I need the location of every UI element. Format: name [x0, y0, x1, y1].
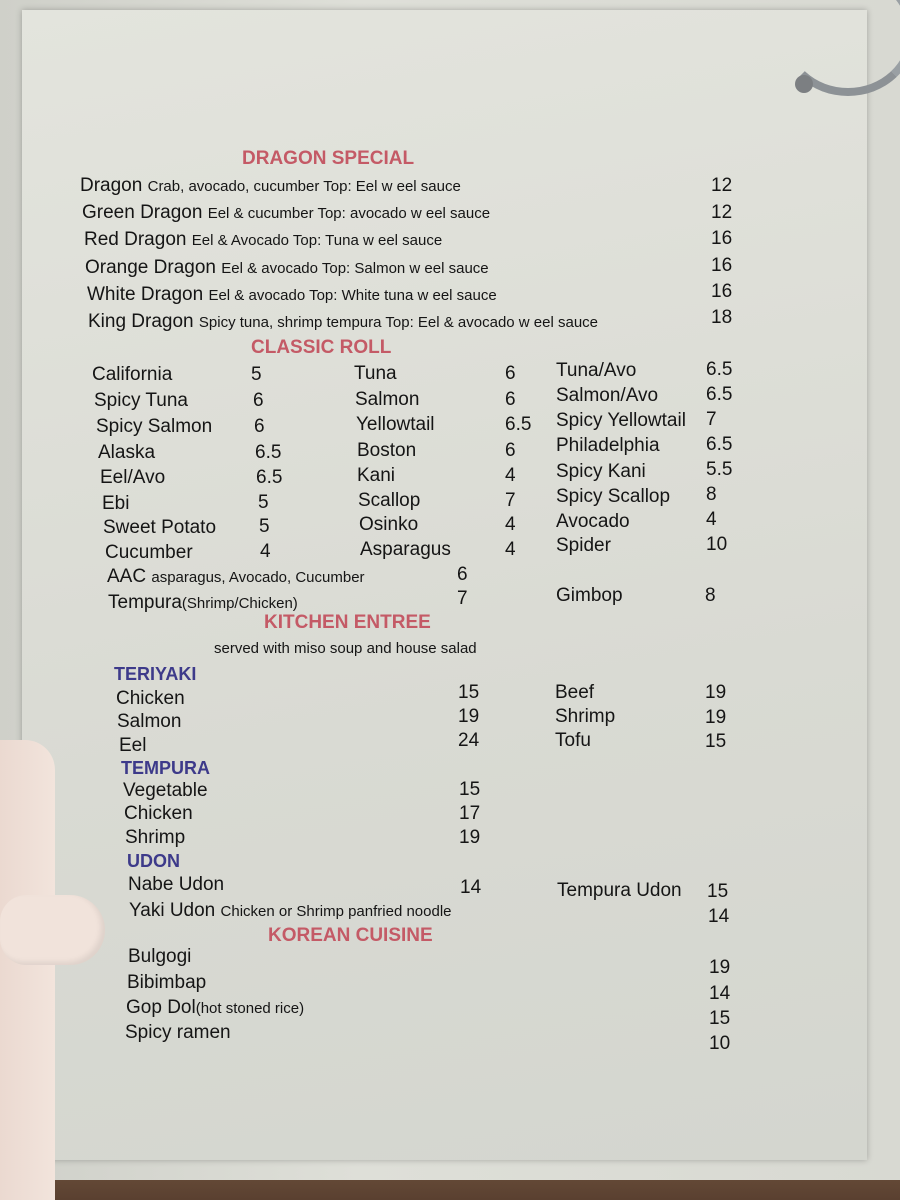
entree-name: Nabe Udon [128, 874, 225, 895]
item-desc: Eel & cucumber Top: avocado w eel sauce [207, 205, 491, 222]
roll-price: 5 [258, 492, 269, 513]
subsection-teriyaki: TERIYAKI [114, 664, 197, 684]
roll-price: 4 [260, 541, 271, 562]
entree-name: Yaki Udon [129, 900, 216, 921]
section-kitchen-entree: KITCHEN ENTREE [264, 612, 431, 633]
roll-price: 6.5 [706, 434, 733, 455]
roll-name: Spicy Yellowtail [556, 410, 686, 431]
roll-name: Tuna/Avo [556, 360, 637, 381]
roll-price: 6.5 [256, 467, 283, 488]
item-name: King Dragon [88, 311, 194, 332]
korean-price: 14 [709, 983, 731, 1004]
entree-name: Tofu [555, 730, 591, 751]
roll-price: 6 [254, 416, 265, 437]
roll-price: 7 [706, 409, 717, 430]
roll-name: Spicy Salmon [96, 416, 213, 437]
roll-name: Spicy Scallop [556, 486, 671, 507]
roll-desc: (Shrimp/Chicken) [181, 595, 298, 612]
roll-name: Boston [357, 440, 417, 461]
item-price: 16 [711, 228, 733, 249]
entree-name: Shrimp [555, 706, 616, 727]
roll-price: 6.5 [706, 384, 733, 405]
roll-name: Yellowtail [356, 414, 435, 435]
roll-price: 4 [706, 509, 717, 530]
section-korean-cuisine: KOREAN CUISINE [268, 925, 433, 946]
roll-price: 6.5 [255, 442, 282, 463]
subsection-udon: UDON [127, 851, 180, 871]
roll-price: 5.5 [706, 459, 733, 480]
entree-price: 15 [705, 731, 727, 752]
roll-price: 8 [705, 585, 716, 606]
item-name: Green Dragon [82, 202, 203, 223]
item-desc: Eel & avocado Top: Salmon w eel sauce [221, 260, 489, 277]
entree-name: Chicken [124, 803, 193, 824]
roll-name: Eel/Avo [100, 467, 166, 488]
entree-name: Vegetable [123, 780, 208, 801]
entree-price: 17 [459, 803, 481, 824]
korean-name: Bibimbap [127, 972, 207, 993]
roll-name: Cucumber [105, 542, 193, 563]
entree-name: Tempura Udon [557, 880, 682, 901]
entree-price: 19 [705, 682, 727, 703]
roll-name: Salmon [355, 389, 420, 410]
roll-price: 7 [457, 588, 468, 609]
roll-price: 7 [505, 490, 516, 511]
entree-price: 15 [459, 779, 481, 800]
roll-name: Salmon/Avo [556, 385, 659, 406]
roll-price: 4 [505, 465, 516, 486]
roll-price: 8 [706, 484, 717, 505]
roll-price: 6 [457, 564, 468, 585]
dragon-item [88, 311, 598, 334]
roll-name: Tempura [108, 592, 182, 613]
roll-name: AAC [107, 566, 147, 587]
roll-name: Avocado [556, 511, 630, 532]
dragon-item [85, 257, 489, 280]
section-dragon-special: DRAGON SPECIAL [242, 148, 415, 169]
korean-gop-dol [126, 997, 304, 1020]
item-price: 16 [711, 255, 733, 276]
kitchen-note: served with miso soup and house salad [214, 640, 477, 657]
entree-price: 19 [458, 706, 480, 727]
korean-name: Bulgogi [128, 946, 192, 967]
item-name: Orange Dragon [85, 257, 216, 278]
roll-price: 6.5 [505, 414, 532, 435]
roll-name: Alaska [98, 442, 156, 463]
roll-price: 5 [251, 364, 262, 385]
roll-name: Kani [357, 465, 396, 486]
section-classic-roll: CLASSIC ROLL [251, 337, 392, 358]
item-desc: Spicy tuna, shrimp tempura Top: Eel & avocado w eel sauce [198, 314, 599, 331]
roll-name: Osinko [359, 514, 419, 535]
roll-name: Asparagus [360, 539, 451, 560]
roll-price: 6 [505, 389, 516, 410]
roll-price: 6 [505, 440, 516, 461]
item-price: 18 [711, 307, 733, 328]
roll-name: Gimbop [556, 585, 623, 606]
item-price: 16 [711, 281, 733, 302]
entree-name: Salmon [117, 711, 182, 732]
dragon-item [80, 175, 461, 198]
item-desc: Crab, avocado, cucumber Top: Eel w eel sauce [147, 178, 461, 195]
entree-price: 15 [458, 682, 480, 703]
roll-name: Spicy Kani [556, 461, 646, 482]
roll-name: Spicy Tuna [94, 390, 188, 411]
dragon-item [87, 284, 497, 307]
hand-holding-menu [0, 740, 55, 1200]
korean-name: Spicy ramen [125, 1022, 231, 1043]
roll-name: Tuna [354, 363, 397, 384]
roll-desc: asparagus, Avocado, Cucumber [151, 569, 365, 586]
entree-yaki-udon [129, 900, 452, 923]
entree-name: Chicken [116, 688, 185, 709]
roll-name: California [92, 364, 173, 385]
dragon-item [84, 229, 442, 252]
korean-name: Gop Dol [126, 997, 196, 1018]
roll-name: Philadelphia [556, 435, 660, 456]
roll-price: 6 [505, 363, 516, 384]
entree-price: 14 [460, 877, 482, 898]
roll-price: 6.5 [706, 359, 733, 380]
subsection-tempura: TEMPURA [121, 758, 210, 778]
item-desc: Eel & Avocado Top: Tuna w eel sauce [191, 232, 443, 249]
item-name: Dragon [80, 175, 143, 196]
korean-desc: (hot stoned rice) [195, 1000, 305, 1017]
roll-name: Sweet Potato [103, 517, 217, 538]
item-price: 12 [711, 202, 733, 223]
korean-price: 19 [709, 957, 731, 978]
entree-desc: Chicken or Shrimp panfried noodle [220, 903, 452, 920]
roll-name: Ebi [102, 493, 130, 514]
item-name: White Dragon [87, 284, 204, 305]
roll-price: 4 [505, 514, 516, 535]
item-price: 12 [711, 175, 733, 196]
roll-price: 4 [505, 539, 516, 560]
item-desc: Eel & avocado Top: White tuna w eel sauce [208, 287, 497, 304]
korean-price: 15 [709, 1008, 731, 1029]
roll-name: Spider [556, 535, 611, 556]
entree-name: Eel [119, 735, 147, 756]
korean-price: 10 [709, 1033, 731, 1054]
roll-aac [107, 566, 365, 589]
entree-price: 19 [459, 827, 481, 848]
entree-name: Shrimp [125, 827, 186, 848]
binder-ring-rivet-icon [795, 75, 813, 93]
entree-price: 24 [458, 730, 480, 751]
roll-price: 5 [259, 516, 270, 537]
entree-price: 19 [705, 707, 727, 728]
roll-price: 6 [253, 390, 264, 411]
entree-name: Beef [555, 682, 595, 703]
thumb [0, 895, 105, 965]
dragon-item [82, 202, 490, 225]
roll-price: 10 [706, 534, 728, 555]
item-name: Red Dragon [84, 229, 187, 250]
entree-price: 15 [707, 881, 729, 902]
roll-name: Scallop [358, 490, 421, 511]
entree-price: 14 [708, 906, 730, 927]
